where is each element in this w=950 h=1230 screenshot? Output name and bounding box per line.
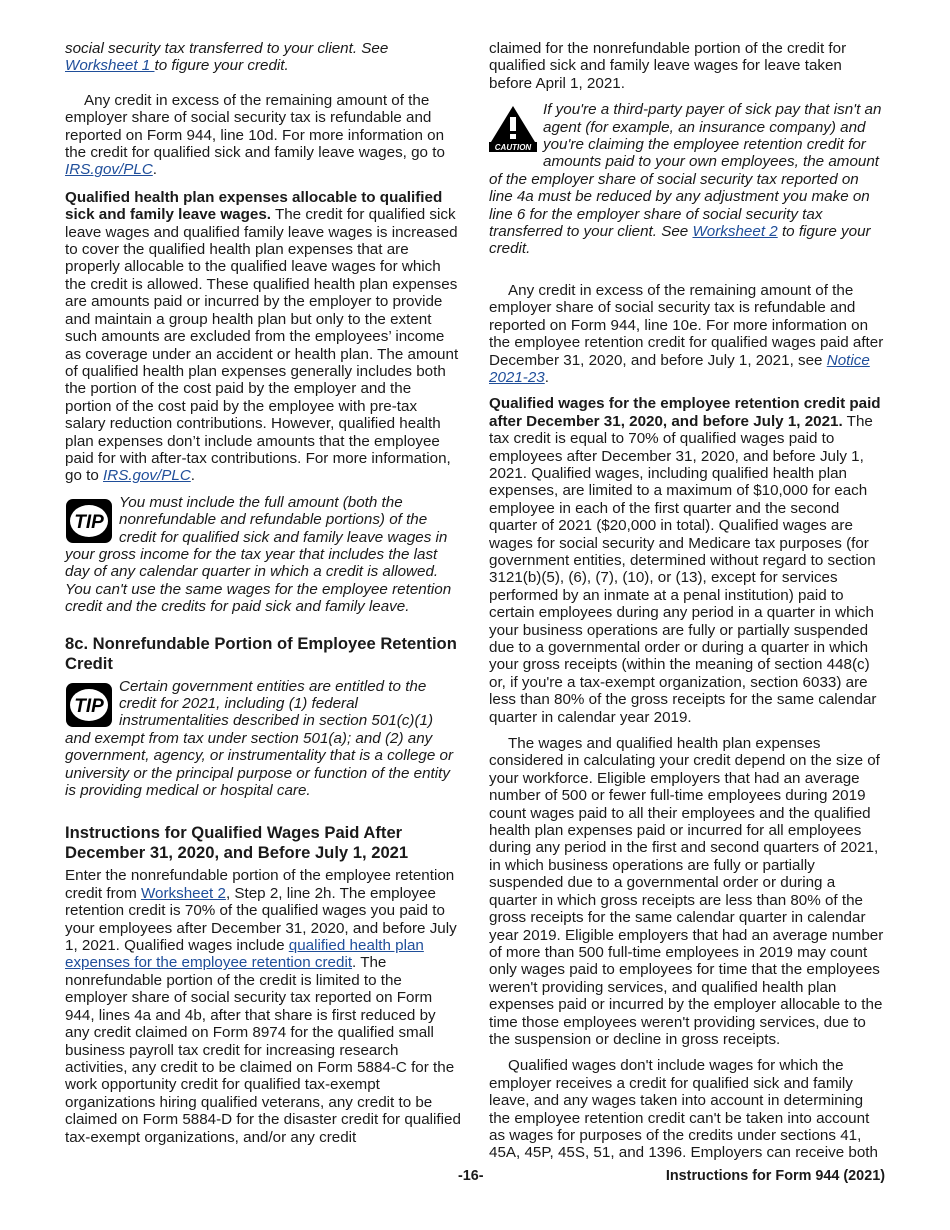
right-paragraph-5: Qualified wages don't include wages for which the employer receives a credit for qualified sick and family leave, and any wages taken into account in determining the employee retention credit can't be taken into account as wages for purposes of the credits under sections 41, 45A, 45P, 45S, 51, and 1396. Employers can receive both bbox=[489, 1057, 878, 1162]
notice-2021-23-link[interactable]: Notice 2021-23 bbox=[489, 351, 870, 386]
right-paragraph-1: claimed for the nonrefundable portion of the credit for qualified sick and family leave wages for leave taken before April 1, 2021. bbox=[489, 40, 847, 92]
run-in-heading: Qualified wages for the employee retention credit paid after December 31, 2020, and before July 1, 2021. bbox=[489, 395, 881, 430]
left-paragraph-3: Qualified health plan expenses allocable to qualified sick and family leave wages. The credit for qualified sick leave wages and qualified family leave wages is increased to cover the qualified health plan expenses that are properly allocable to the qualified leave wages for which the credit is allowed. These qualified health plan expenses are amounts paid or incurred by the employer to provide and maintain a group health plan but only to the extent such amounts are excluded from the employees’ income as coverage under an accident or health plan. The amount of qualified health plan expenses generally includes both the portion of the cost paid by the employer and the portion of the cost paid by the employee with pre-tax salary reduction contributions. However, qualified health plan expenses don’t include amounts that the employee paid for with after-tax contributions. For more information, go to IRS.gov/PLC. bbox=[65, 188, 459, 485]
svg-text:CAUTION: CAUTION bbox=[494, 143, 532, 153]
left-paragraph-2: Any credit in excess of the remaining amount of the employer share of social security tax is refundable and reported on Form 944, line 10d. For more information on the credit for qualified sick and family leave wages, go to IRS.gov/PLC. bbox=[65, 91, 445, 179]
qualified-health-plan-expenses-link[interactable]: qualified health plan expenses for the employee retention credit bbox=[65, 937, 424, 972]
tip-note bbox=[65, 678, 461, 800]
caution-icon bbox=[489, 104, 537, 152]
worksheet-2-link[interactable]: Worksheet 2 bbox=[140, 884, 226, 902]
tip-note bbox=[65, 494, 461, 616]
left-paragraph-1: social security tax transferred to your client. See Worksheet 1 to figure your credit. bbox=[65, 40, 389, 75]
run-in-heading: Qualified health plan expenses allocable to qualified sick and family leave wages. bbox=[65, 188, 443, 224]
right-paragraph-4: The wages and qualified health plan expenses considered in calculating your credit depend on the size of your workforce. Eligible employers that had an average number of 500 or fewer full-time employees during 2019 count wages paid to all their employees and the qualified health plan expenses paid or incurred for all employees during any period in the first and second quarters of 2021, in which business operations are fully or partially suspended due to a governmental order or during a quarter in which gross receipts are less than 80% of the gross receipts for the same calendar quarter in calendar year 2019. Eligible employers that had an average number of more than 500 full-time employees in 2019 may count only wages paid to employees for time that the employees weren't providing services, and qualified health plan expenses paid or incurred by the employer allocable to the time those employees weren't providing services, due to the suspension or decline in gross receipts. bbox=[489, 735, 884, 1048]
right-column bbox=[489, 40, 885, 1171]
page-number: -16- bbox=[458, 1168, 484, 1184]
irs-plc-link[interactable]: IRS.gov/PLC bbox=[65, 161, 153, 179]
instructions-heading: Instructions for Qualified Wages Paid After December 31, 2020, and Before July 1, 2021 bbox=[65, 823, 409, 863]
tip-text: You must include the full amount (both the nonrefundable and refundable portions) of the credit for qualified sick and family leave wages in your gross income for the tax year that includes the last day of any calendar quarter in which a credit is allowed. You can't use the same wages for the employee retention credit and the credits for paid sick and family leave. bbox=[65, 493, 452, 616]
right-paragraph-2: Any credit in excess of the remaining amount of the employer share of social security tax is refundable and reported on Form 944, line 10e. For more information on the employee retention credit for qualified wages paid after December 31, 2020, and before July 1, 2021, see Notice 2021-23. bbox=[489, 281, 884, 386]
tip-text: Certain government entities are entitled to the credit for 2021, including (1) federal instrumentalities described in section 501(c)(1) and exempt from tax under section 501(a); and (2) any government, agency, or instrumentality that is a college or university or the principal purpose or function of the entity is providing medical or hospital care. bbox=[65, 677, 454, 800]
worksheet-1-link[interactable]: Worksheet 1 bbox=[65, 57, 155, 75]
section-heading-8c: 8c. Nonrefundable Portion of Employee Retention Credit bbox=[65, 633, 457, 673]
irs-plc-link[interactable]: IRS.gov/PLC bbox=[103, 467, 191, 485]
tip-icon bbox=[65, 498, 113, 544]
worksheet-2-link[interactable]: Worksheet 2 bbox=[692, 223, 778, 241]
left-column bbox=[65, 40, 461, 1155]
left-paragraph-4: Enter the nonrefundable portion of the employee retention credit from Worksheet 2, Step 2, line 2h. The employee retention credit is 70% of the qualified wages you paid to your employees after December 31, 2020, and before July 1, 2021. Qualified wages include qualified health plan expenses for the employee retention credit. The nonrefundable portion of the credit is limited to the employer share of social security tax reported on Form 944, lines 4a and 4b, after that share is first reduced by any credit claimed on Form 8974 for the qualified small business payroll tax credit for increasing research activities, any credit to be claimed on Form 5884-C for the work opportunity credit for qualified tax-exempt organizations hiring qualified veterans, any credit to be claimed on Form 5884-D for the disaster credit for qualified tax-exempt organizations, and/or any credit bbox=[65, 867, 461, 1146]
caution-note: CAUTION If you're a third-party payer of sick pay that isn't an agent (for example, an insurance company) and you're claiming the employee retention credit for amounts paid to your own employees, the amount of the employer share of social security tax reported on line 4a must be reduced by any adjustment you make on line 6 for the employer share of social security tax transferred to your client. See Worksheet 2 to figure your credit. bbox=[489, 101, 882, 258]
svg-text:TIP: TIP bbox=[74, 695, 104, 717]
svg-text:TIP: TIP bbox=[74, 511, 104, 533]
page-footer bbox=[0, 1168, 950, 1188]
right-paragraph-3: Qualified wages for the employee retention credit paid after December 31, 2020, and before July 1, 2021. The tax credit is equal to 70% of qualified wages paid to employees after December 31, 2020, and before July 1, 2021. Qualified wages, including qualified health plan expenses, are limited to a maximum of $10,000 for each employee in each of the first quarter and the second quarter of 2021 ($20,000 in total). Qualified wages are wages for social security and Medicare tax purposes (for government entities, determined without regard to section 3121(b)(5), (6), (7), (10), or (13), except for services performed by an inmate at a penal institution) paid to certain employees during any period in a quarter in which your business operations are fully or partially suspended due to a governmental order or during a quarter in which your gross receipts (within the meaning of section 448(c) or, if you're a tax-exempt organization, section 6033) are less than 80% of the gross receipts for the same calendar quarter in calendar year 2019. bbox=[489, 395, 881, 726]
form-title: Instructions for Form 944 (2021) bbox=[665, 1168, 885, 1184]
tip-icon bbox=[65, 682, 113, 728]
